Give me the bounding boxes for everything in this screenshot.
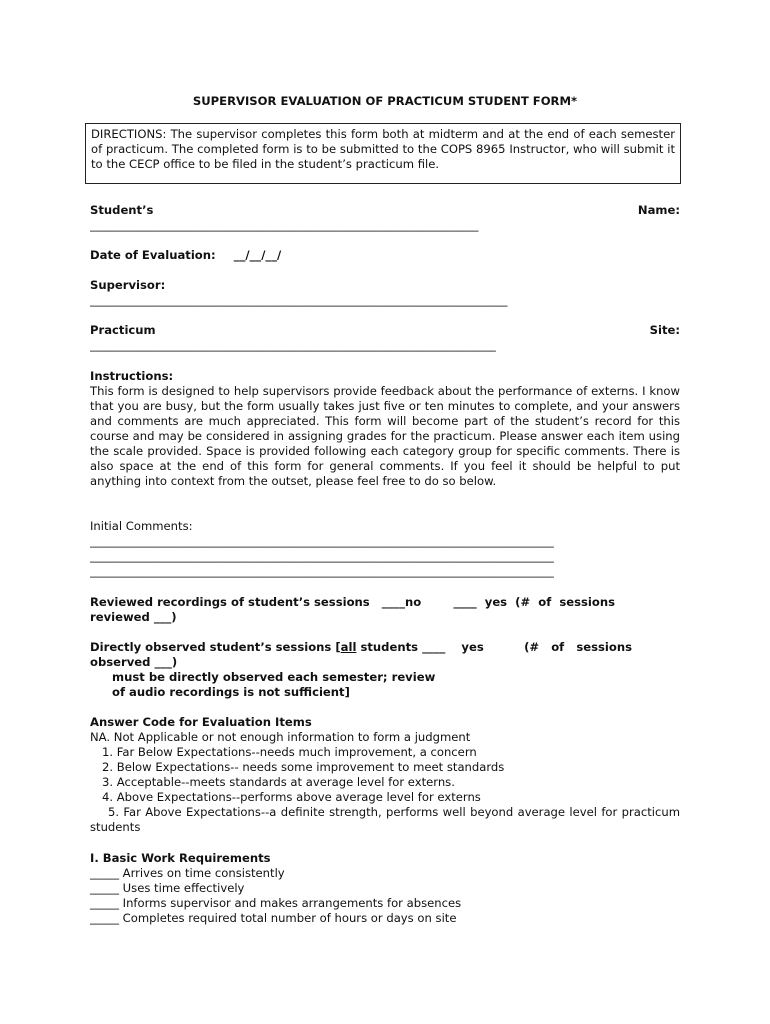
answer-code-heading: Answer Code for Evaluation Items (90, 715, 312, 729)
date-of-evaluation-blank[interactable]: __/__/__/ (233, 248, 282, 262)
directly-observed-text-b: students ____ yes (# of sessions (356, 640, 632, 654)
directly-observed-line4: of audio recordings is not sufficient] (112, 685, 350, 699)
date-of-evaluation-field[interactable] (90, 248, 680, 263)
basic-work-item[interactable]: _____ Informs supervisor and makes arrangements for absences (90, 896, 462, 910)
reviewed-recordings-line1[interactable]: Reviewed recordings of student’s sessions ____no ____ yes (# of sessions (90, 595, 615, 609)
initial-comments-line[interactable]: ________________________________________________________________________________ (90, 564, 554, 578)
answer-code-item: 1. Far Below Expectations--needs much improvement, a concern (102, 745, 477, 759)
form-title: SUPERVISOR EVALUATION OF PRACTICUM STUDENT FORM* (192, 94, 578, 108)
student-name-field[interactable] (90, 203, 680, 233)
answer-code-item: 2. Below Expectations-- needs some improvement to meet standards (102, 760, 505, 774)
basic-work-item[interactable]: _____ Uses time effectively (90, 881, 245, 895)
initial-comments-line[interactable]: ________________________________________________________________________________ (90, 549, 554, 563)
instructions-heading: Instructions: (90, 369, 174, 383)
basic-work-item[interactable]: _____ Completes required total number of hours or days on site (90, 911, 457, 925)
directly-observed-all: all (340, 640, 357, 654)
directly-observed-line3: must be directly observed each semester; review (112, 670, 436, 684)
practicum-site-label-right: Site: (649, 323, 680, 337)
basic-work-item[interactable]: _____ Arrives on time consistently (90, 866, 285, 880)
answer-code-item-5: 5. Far Above Expectations--a definite strength, performs well beyond average level for practicum students (90, 805, 680, 834)
reviewed-recordings-line2[interactable]: reviewed ___) (90, 610, 177, 624)
practicum-site-field[interactable] (90, 323, 680, 353)
instructions-body: This form is designed to help supervisors provide feedback about the performance of externs. I know that you are busy, but the form usually takes just five or ten minutes to complete, and your answers and comments are much appreciated. This form will become part of the student’s record for this course and may be considered in assigning grades for the practicum. Please answer each item using the scale provided. Space is provided following each category group for specific comments. There is also space at the end of this form for general comments. If you feel it should be helpful to put anything into context from the outset, please feel free to do so below. (90, 384, 680, 488)
practicum-site-label-left: Practicum (90, 323, 156, 337)
supervisor-field[interactable] (90, 278, 680, 308)
date-of-evaluation-label: Date of Evaluation: (90, 248, 216, 262)
initial-comments-line[interactable]: ________________________________________________________________________________ (90, 534, 554, 548)
directions-box: DIRECTIONS: The supervisor completes this form both at midterm and at the end of each semester of practicum. The completed form is to be submitted to the COPS 8965 Instructor, who will submit it to the CECP office to be filed in the student’s practicum file. (85, 123, 681, 184)
directly-observed-line1[interactable] (90, 640, 680, 655)
answer-code-item: 3. Acceptable--meets standards at average level for externs. (102, 775, 455, 789)
student-name-label-left: Student’s (90, 203, 154, 217)
student-name-label-right: Name: (637, 203, 680, 217)
initial-comments-label: Initial Comments: (90, 519, 193, 533)
basic-work-heading: I. Basic Work Requirements (90, 851, 271, 865)
instructions-section (90, 369, 680, 489)
directly-observed-question (90, 640, 680, 700)
answer-code-na: NA. Not Applicable or not enough information to form a judgment (90, 730, 471, 744)
supervisor-blank[interactable]: ________________________________________________________________________ (90, 293, 508, 307)
reviewed-recordings-question (90, 595, 680, 625)
student-name-blank[interactable]: ___________________________________________________________________ (90, 218, 479, 232)
directly-observed-line2[interactable]: observed ___) (90, 655, 178, 669)
initial-comments-section (90, 519, 680, 579)
supervisor-label: Supervisor: (90, 278, 166, 292)
answer-code-item: 4. Above Expectations--performs above average level for externs (102, 790, 481, 804)
basic-work-section (90, 851, 680, 926)
directly-observed-text-a: Directly observed student’s sessions [ (90, 640, 341, 654)
practicum-site-blank[interactable]: ______________________________________________________________________ (90, 338, 496, 352)
answer-code-section (90, 715, 680, 835)
